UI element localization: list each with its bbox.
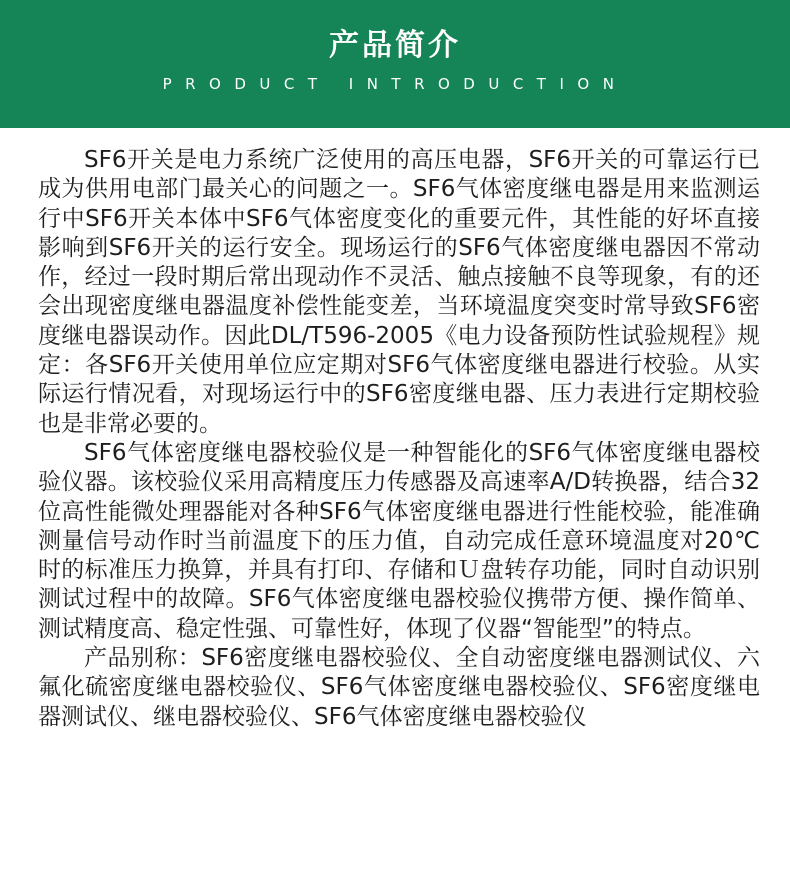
page-subtitle: PRODUCT INTRODUCTION [162,75,628,93]
paragraph-background: SF6开关是电力系统广泛使用的高压电器，SF6开关的可靠运行已成为供用电部门最关心的问题之一。SF6气体密度继电器是用来监测运行中SF6开关本体中SF6气体密度变化的重要元件，其性能的好坏直接影响到SF6开关的运行安全。现场运行的SF6气体密度继电器因不常动作，经过一段时期后常出现动作不灵活、触点接触不良等现象，有的还会出现密度继电器温度补偿性能变差，当环境温度突变时常导致SF6密度继电器误动作。因此DL/T596-2005《电力设备预防性试验规程》规定：各SF6开关使用单位应定期对SF6气体密度继电器进行校验。从实际运行情况看，对现场运行中的SF6密度继电器、压力表进行定期校验也是非常必要的。 [38,147,760,437]
paragraph-product-aliases: 产品别称：SF6密度继电器校验仪、全自动密度继电器测试仪、六氟化硫密度继电器校验仪、SF6气体密度继电器校验仪、SF6密度继电器测试仪、继电器校验仪、SF6气体密度继电器校验仪 [38,645,760,730]
intro-content [38,146,760,732]
header-banner [0,0,790,128]
page-title: 产品简介 [329,28,461,63]
paragraph-product-description: SF6气体密度继电器校验仪是一种智能化的SF6气体密度继电器校验仪器。该校验仪采用高精度压力传感器及高速率A/D转换器，结合32位高性能微处理器能对各种SF6气体密度继电器进行性能校验，能准确测量信号动作时当前温度下的压力值，自动完成任意环境温度对20℃时的标准压力换算，并具有打印、存储和Ｕ盘转存功能，同时自动识别测试过程中的故障。SF6气体密度继电器校验仪携带方便、操作简单、测试精度高、稳定性强、可靠性好，体现了仪器“智能型”的特点。 [38,439,760,642]
